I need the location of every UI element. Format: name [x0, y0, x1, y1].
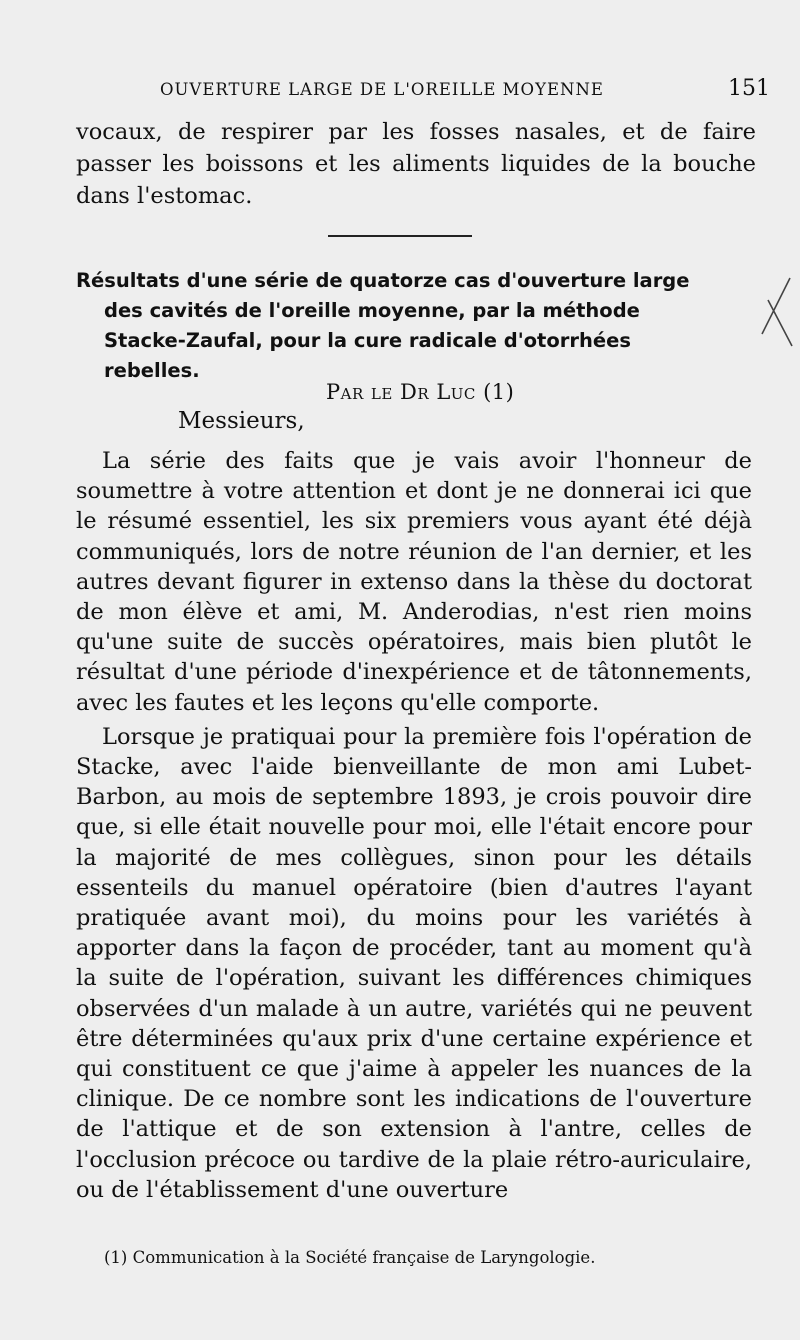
- article-title: [76, 266, 752, 386]
- running-head-title: OUVERTURE LARGE DE L'OREILLE MOYENNE: [160, 80, 604, 99]
- carryover-text: vocaux, de respirer par les fosses nasales, et de faire passer les boissons et les aliments liquides de la bouche dans l'estomac.: [76, 119, 756, 209]
- title-line: des cavités de l'oreille moyenne, par la méthode: [104, 299, 640, 322]
- title-line: Stacke-Zaufal, pour la cure radicale d'otorrhées: [104, 329, 631, 352]
- author-byline: Par le Dr Luc (1): [326, 380, 515, 404]
- footnote: (1) Communication à la Société française de Laryngologie.: [104, 1248, 596, 1267]
- running-head: [160, 76, 770, 101]
- body-paragraph: La série des faits que je vais avoir l'honneur de soumettre à votre attention et dont je ne donnerai ici que le résumé essentiel, les six premiers vous ayant été déjà communiqués, lors de notre réunion de l'an dernier, et les autres devant figurer in extenso dans la thèse du doctorat de mon élève et ami, M. Anderodias, n'est rien moins qu'une suite de succès opératoires, mais bien plutôt le résultat d'une période d'inexpérience et de tâtonnements, avec les fautes et les leçons qu'elle comporte.: [76, 448, 752, 716]
- margin-pencil-mark: [740, 270, 800, 350]
- page-number: 151: [728, 76, 770, 101]
- body-paragraph: Lorsque je pratiquai pour la première fois l'opération de Stacke, avec l'aide bienveillante de mon ami Lubet-Barbon, au mois de septembre 1893, je crois pouvoir dire que, si elle était nouvelle pour moi, elle l'était encore pour la majorité de mes collègues, sinon pour les détails essenteils du manuel opératoire (bien d'autres l'ayant pratiquée avant moi), du moins pour les variétés à apporter dans la façon de procéder, tant au moment qu'à la suite de l'opération, suivant les différences chimiques observées d'un malade à un autre, variétés qui ne peuvent être déterminées qu'aux prix d'une certaine expérience et qui constituent ce que j'aime à appeler les nuances de la clinique. De ce nombre sont les indications de l'ouverture de l'attique et de son extension à l'antre, celles de l'occlusion précoce ou tardive de la plaie rétro-auriculaire, ou de l'établissement d'une ouverture: [76, 723, 752, 1203]
- title-line: rebelles.: [104, 359, 200, 382]
- title-line: Résultats d'une série de quatorze cas d'ouverture large: [76, 269, 690, 292]
- article-body: [76, 446, 752, 1205]
- carryover-paragraph: [76, 116, 756, 212]
- salutation: Messieurs,: [178, 408, 305, 434]
- section-divider: [328, 235, 472, 237]
